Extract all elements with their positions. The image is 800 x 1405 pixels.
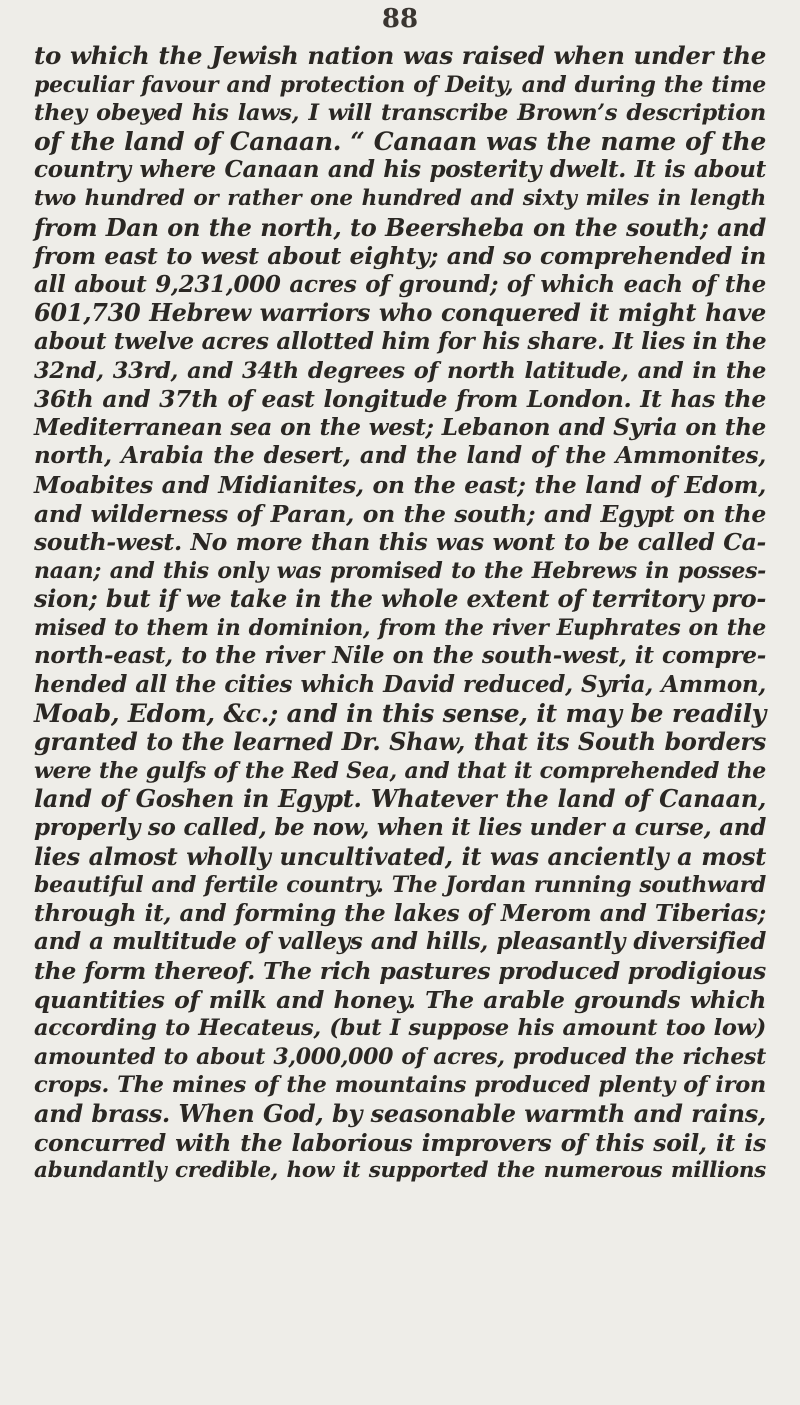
text-line: from Dan on the north, to Beersheba on the south; and (34, 212, 766, 242)
text-line: and wilderness of Paran, on the south; and Egypt on the (34, 499, 766, 528)
text-line: sion; but if we take in the whole extent of territory pro- (34, 584, 766, 614)
text-line: north-east, to the river Nile on the south-west, it compre- (34, 642, 766, 670)
text-line: amounted to about 3,000,000 of acres, produced the richest (34, 1043, 766, 1070)
text-line: Mediterranean sea on the west; Lebanon and Syria on the (34, 413, 766, 441)
text-line: country where Canaan and his posterity dwelt. It is about (34, 156, 766, 184)
text-line: about twelve acres allotted him for his share. It lies in the (34, 327, 767, 355)
text-line: the form thereof. The rich pastures produced prodigious (34, 957, 766, 985)
text-line: of the land of Canaan. “ Canaan was the name of the (34, 126, 766, 156)
text-line: beautiful and fertile country. The Jordan running southward (34, 872, 766, 899)
text-line: from east to west about eighty; and so comprehended in (34, 242, 766, 271)
text-line: land of Goshen in Egypt. Whatever the land of Canaan, (34, 784, 766, 814)
text-line: 32nd, 33rd, and 34th degrees of north latitude, and in the (34, 357, 766, 384)
page-number: 88 (381, 4, 419, 34)
text-line: according to Hecateus, (but I suppose his amount too low) (34, 1015, 766, 1042)
text-line: granted to the learned Dr. Shaw, that its South borders (34, 727, 766, 757)
text-line: through it, and forming the lakes of Merom and Tiberias; (34, 899, 766, 927)
text-line: all about 9,231,000 acres of ground; of which each of the (34, 270, 766, 298)
text-line: north, Arabia the desert, and the land of the Ammonites, (34, 442, 766, 470)
text-line: peculiar favour and protection of Deity, and during the time (34, 71, 766, 98)
text-line: 601,730 Hebrew warriors who conquered it might have (34, 298, 766, 328)
text-line: they obeyed his laws, I will transcribe Brown’s description (34, 100, 766, 127)
text-line: naan; and this only was promised to the Hebrews in posses- (34, 557, 766, 584)
text-line: 36th and 37th of east longitude from London. It has the (34, 385, 766, 414)
text-line: concurred with the laborious improvers of this soil, it is (34, 1128, 766, 1157)
text-line: south-west. No more than this was wont to be called Ca- (34, 528, 766, 557)
body-text (34, 42, 766, 1186)
text-line: were the gulfs of the Red Sea, and that it comprehended the (34, 757, 766, 784)
text-line: properly so called, be now, when it lies under a curse, and (34, 814, 766, 842)
text-line: quantities of milk and honey. The arable grounds which (34, 985, 766, 1014)
text-line: mised to them in dominion, from the river Euphrates on the (34, 614, 766, 641)
text-line: abundantly credible, how it supported the numerous millions (34, 1158, 766, 1184)
text-line: and a multitude of valleys and hills, pleasantly diversified (34, 928, 766, 956)
text-line: crops. The mines of the mountains produced plenty of iron (34, 1072, 766, 1099)
text-line: to which the Jewish nation was raised when under the (34, 41, 766, 70)
text-line: Moabites and Midianites, on the east; the land of Edom, (34, 470, 766, 499)
text-line: Moab, Edom, &c.; and in this sense, it may be readily (34, 698, 766, 728)
text-line: and brass. When God, by seasonable warmth and rains, (34, 1098, 766, 1128)
text-line: two hundred or rather one hundred and sixty miles in length (34, 185, 766, 211)
text-line: hended all the cities which David reduced, Syria, Ammon, (34, 671, 766, 699)
text-line: lies almost wholly uncultivated, it was anciently a most (34, 841, 766, 871)
